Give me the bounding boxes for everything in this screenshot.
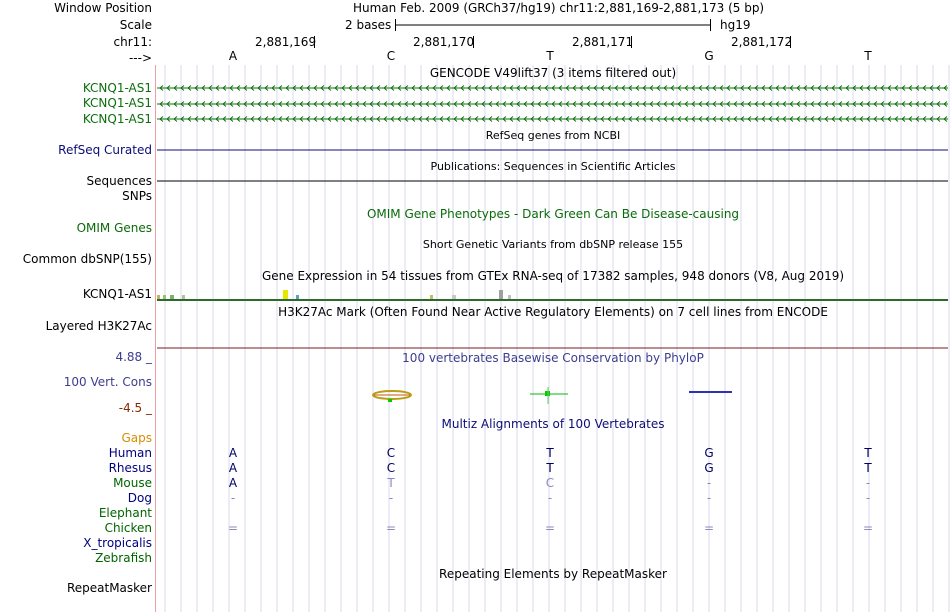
- multiz-base: C: [386, 461, 396, 475]
- gencode-track-title[interactable]: GENCODE V49lift37 (3 items filtered out): [429, 66, 677, 80]
- multiz-base: -: [865, 476, 871, 490]
- multiz-base: T: [864, 446, 872, 460]
- gtex-tissue-bar: [182, 295, 185, 299]
- gtex-track-title[interactable]: Gene Expression in 54 tissues from GTEx RNA-seq of 17382 samples, 948 donors (V8, Aug 2019): [261, 269, 845, 283]
- window-position-value: Human Feb. 2009 (GRCh37/hg19) chr11:2,881,169-2,881,173 (5 bp): [353, 1, 765, 15]
- multiz-base: -: [865, 491, 871, 505]
- reference-base: C: [386, 49, 396, 63]
- gtex-tissue-bar: [170, 295, 174, 299]
- dbsnp-track-title[interactable]: Short Genetic Variants from dbSNP release 155: [422, 238, 684, 251]
- multiz-base: T: [864, 461, 872, 475]
- multiz-base: T: [387, 476, 395, 490]
- reference-base: T: [864, 49, 872, 63]
- phylop-min-label: -4.5 _: [118, 401, 152, 415]
- multiz-species-label[interactable]: Zebrafish: [95, 551, 152, 565]
- multiz-base: T: [546, 461, 554, 475]
- strand-label: --->: [128, 51, 152, 65]
- scale-value: 2 bases: [345, 18, 392, 32]
- multiz-base: T: [546, 446, 554, 460]
- publications-track-title[interactable]: Publications: Sequences in Scientific Articles: [430, 160, 676, 173]
- position-tick-label: 2,881,170: [413, 35, 475, 49]
- repeatmasker-track-title[interactable]: Repeating Elements by RepeatMasker: [439, 567, 667, 581]
- multiz-species-label[interactable]: Chicken: [104, 521, 152, 535]
- multiz-base: -: [706, 491, 712, 505]
- h3k27ac-track-title[interactable]: H3K27Ac Mark (Often Found Near Active Regulatory Elements) on 7 cell lines from ENCODE: [278, 305, 828, 319]
- gtex-tissue-bar: [296, 295, 299, 299]
- multiz-base: -: [547, 491, 553, 505]
- multiz-base: -: [706, 476, 712, 490]
- reference-base: T: [546, 49, 554, 63]
- multiz-species-label[interactable]: Rhesus: [108, 461, 152, 475]
- omim-track-title[interactable]: OMIM Gene Phenotypes - Dark Green Can Be Disease-causing: [366, 207, 740, 221]
- phylop-max-label: 4.88 _: [115, 350, 152, 364]
- multiz-species-label[interactable]: Human: [108, 446, 152, 460]
- position-tick-label: 2,881,171: [572, 35, 634, 49]
- gtex-tissue-bar: [283, 290, 288, 299]
- omim-label[interactable]: OMIM Genes: [76, 221, 152, 235]
- multiz-base: =: [385, 521, 397, 535]
- gencode-item-label[interactable]: KCNQ1-AS1: [82, 112, 152, 126]
- gtex-tissue-bar: [452, 295, 456, 299]
- multiz-base: A: [228, 461, 238, 475]
- multiz-species-label[interactable]: Mouse: [113, 476, 152, 490]
- phylop-label[interactable]: 100 Vert. Cons: [63, 375, 152, 389]
- multiz-base: =: [862, 521, 874, 535]
- h3k27ac-label[interactable]: Layered H3K27Ac: [45, 319, 152, 333]
- reference-base: G: [704, 49, 714, 63]
- multiz-species-label[interactable]: Elephant: [98, 506, 152, 520]
- gencode-item-label[interactable]: KCNQ1-AS1: [82, 81, 152, 95]
- multiz-base: -: [230, 491, 236, 505]
- multiz-species-label[interactable]: Gaps: [121, 431, 152, 445]
- multiz-base: C: [545, 476, 555, 490]
- multiz-species-label[interactable]: X_tropicalis: [83, 536, 152, 550]
- dbsnp-label[interactable]: Common dbSNP(155): [22, 252, 152, 266]
- multiz-base: -: [388, 491, 394, 505]
- phylop-track-title[interactable]: 100 vertebrates Basewise Conservation by PhyloP: [402, 351, 704, 365]
- multiz-base: =: [544, 521, 556, 535]
- position-tick-label: 2,881,172: [731, 35, 793, 49]
- gtex-tissue-bar: [499, 290, 503, 299]
- multiz-track-title[interactable]: Multiz Alignments of 100 Vertebrates: [441, 417, 665, 431]
- gtex-tissue-bar: [508, 295, 511, 299]
- multiz-species-label[interactable]: Dog: [127, 491, 152, 505]
- gtex-label[interactable]: KCNQ1-AS1: [82, 287, 152, 301]
- multiz-base: A: [228, 476, 238, 490]
- chrom-label: chr11:: [113, 35, 152, 49]
- publications-sub-label[interactable]: SNPs: [122, 189, 152, 203]
- gtex-tissue-bar: [430, 295, 433, 299]
- multiz-base: G: [704, 446, 714, 460]
- refseq-track-title[interactable]: RefSeq genes from NCBI: [485, 129, 621, 142]
- gtex-tissue-bar: [163, 295, 166, 299]
- multiz-base: G: [704, 461, 714, 475]
- scale-label: Scale: [119, 18, 152, 32]
- multiz-base: C: [386, 446, 396, 460]
- multiz-base: =: [227, 521, 239, 535]
- gtex-tissue-bar: [157, 295, 160, 299]
- scale-assembly: hg19: [720, 18, 751, 32]
- repeatmasker-label[interactable]: RepeatMasker: [66, 581, 152, 595]
- gencode-item-label[interactable]: KCNQ1-AS1: [82, 96, 152, 110]
- multiz-base: A: [228, 446, 238, 460]
- phylop-mark: [388, 399, 392, 402]
- multiz-base: =: [703, 521, 715, 535]
- position-tick-label: 2,881,169: [255, 35, 317, 49]
- publications-label[interactable]: Sequences: [86, 174, 152, 188]
- refseq-label[interactable]: RefSeq Curated: [58, 143, 152, 157]
- reference-base: A: [228, 49, 238, 63]
- window-position-label: Window Position: [54, 1, 152, 15]
